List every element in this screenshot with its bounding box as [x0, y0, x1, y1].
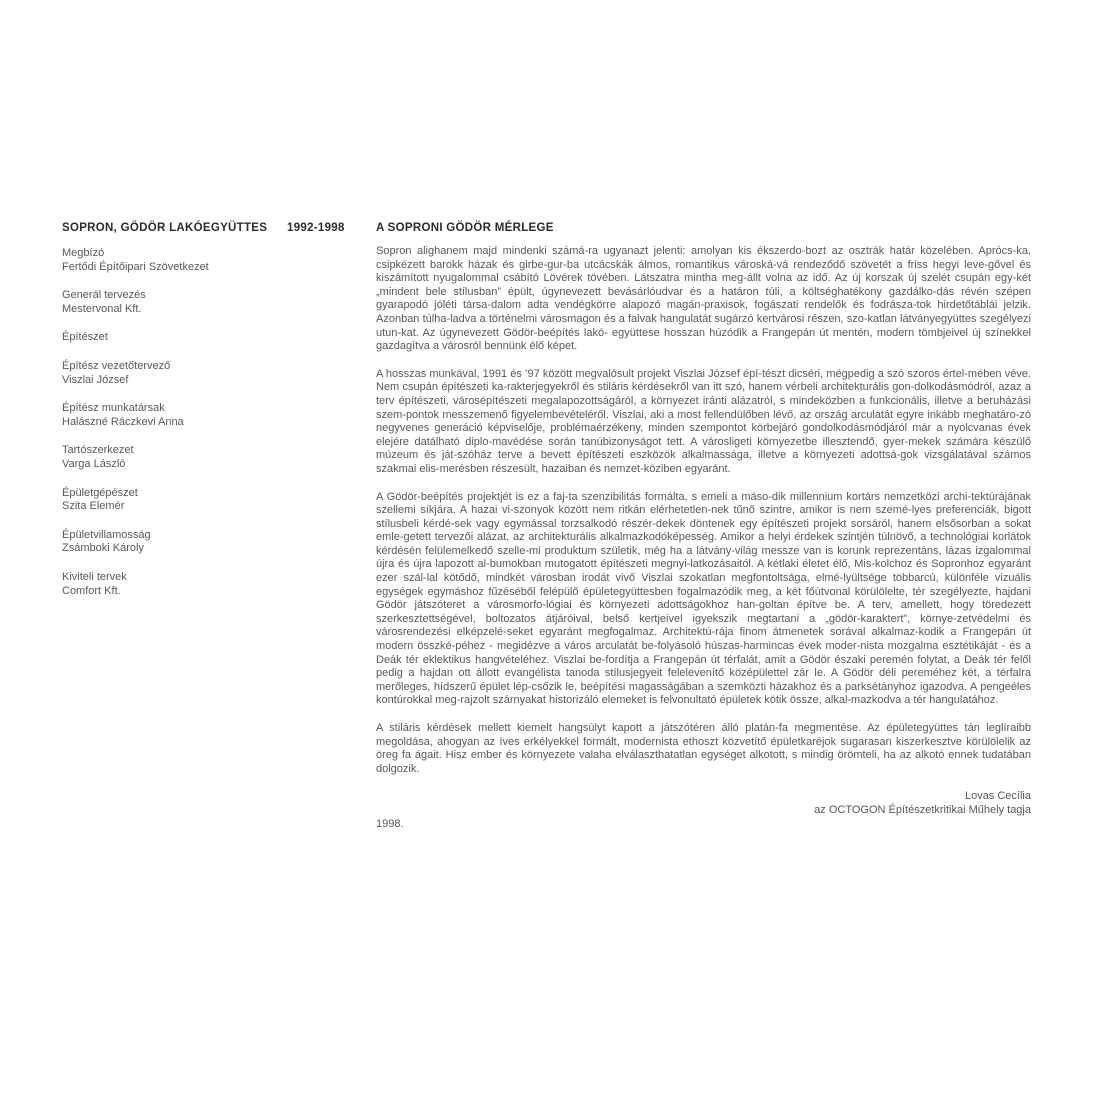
credit-item — [62, 529, 322, 556]
credit-name: Szita Elemér — [62, 500, 125, 513]
project-title: SOPRON, GÖDÖR LAKÓEGYÜTTES — [62, 222, 268, 234]
credit-role: Kiviteli tervek — [62, 570, 127, 583]
credit-item — [62, 487, 322, 514]
credit-item — [62, 571, 322, 598]
credit-item — [62, 444, 322, 471]
credit-name: Viszlai József — [62, 373, 129, 386]
article-paragraph: Sopron alighanem majd mindenki számá-ra ugyanazt jelenti: amolyan kis ékszerdo-bozt az osztrák határ közelében. Aprócs-ka, csipkézett barokk házak és girbe-gur-ba utcácskák álmos, romantikus városká-vá rendeződő szövetét a friss hegyi leve-gővel és kiszámított nyugalommal csábító Lövérek tövében. Látszatra mintha meg-állt volna az idő. Az új korszak új szelét csupán egy-két „mindent bele stílusban” épült, úgynevezett bevásárlóudvar és a határon túli, a költséghatékony gazdálko-dás révén szépen gyarapodó jóléti társa-dalom adta vendégkörre alapozó magán-praxisok, fogászati rendelők és fodrásza-tok hirdetőtáblái jelzik. Azonban túlha-ladva a történelmi városmagon és a falvak hangulatát sugárzó kertvárosi részen, szo-katlan látványegyüttes szegélyezi utun-kat. Az úgynevezett Gödör-beépítés lakó- együttese hosszan húzódik a Frangepán út mentén, modern tömbjeivel új színekkel gazdagítva a városról bennünk élő képet. — [376, 245, 1031, 353]
credit-item — [62, 331, 322, 345]
project-years: 1992-1998 — [287, 222, 345, 234]
credit-item — [62, 360, 322, 387]
credit-role: Megbízó — [62, 247, 105, 259]
credit-role: Generál tervezés — [62, 289, 146, 302]
credit-role: Építészet — [62, 331, 108, 344]
credit-item — [62, 402, 322, 429]
article-body — [376, 245, 1031, 776]
signature-block — [376, 790, 1031, 831]
credit-item — [62, 289, 322, 316]
credits-column — [62, 247, 322, 613]
credit-role: Tartószerkezet — [62, 444, 134, 457]
signature-affiliation: az OCTOGON Építészetkritikai Műhely tagja — [814, 803, 1031, 816]
credit-name: Comfort Kft. — [62, 584, 121, 597]
credit-name: Mestervonal Kft. — [62, 302, 142, 315]
credit-role: Építész munkatársak — [62, 402, 165, 415]
article-paragraph: A stiláris kérdések mellett kiemelt hangsúlyt kapott a játszótéren álló platán-fa megmentése. Az épületegyüttes tán leglíraibb megoldása, ahogyan az íves erkélyekkel formált, modernista ethoszt közvetítő épületkaréjok sugarasan kiszerkesztve körülölelik az öreg fa ágait. Hisz ember és környezete valaha elválaszthatatlan egységet alkotott, s mindig örömteli, ha az alkotó ennek tudatában dolgozik. — [376, 722, 1031, 775]
credit-name: Zsámboki Károly — [62, 542, 144, 555]
article-column — [376, 245, 1031, 831]
credit-name: Halászné Ráczkevi Anna — [62, 415, 184, 428]
credit-role: Építész vezetőtervező — [62, 359, 171, 372]
credit-name: Fertődi Építőipari Szövetkezet — [62, 260, 209, 273]
article-paragraph: A Gödör-beépítés projektjét is ez a faj-ta szenzibilitás formálta, s emeli a máso-dik millennium kortárs nemzetközi archi-tektúrájának szellemi síkjára. A hazai vi-szonyok között nem ritkán elérhetetlen-nek tűnő szintre, amikor is nem szemé-lyes preferenciák, bigott stílusbeli kérdé-sek vagy egymással torzsalkodó részér-dekek döntenek egy építészeti projekt sorsáról, hanem elsősorban a sokat emle-getett tervezői alázat, az architekturális alkalmazkodóképesség. Amikor a helyi érdekek szintjén túlnövő, a technológiai korlátok kérdésén felülemelkedő szelle-mi produktum születik, még ha a látvány-világ messze van is korunk reprezentáns, lázas izgalommal újra és újra lapozott al-bumokban mutogatott építészeti megnyi-latkozásaitól. A kétlaki életet élő, Mis-kolchoz és Sopronhoz egyaránt ezer szál-lal kötődő, mindkét városban irodát vivő Viszlai szokatlan megfontoltsága, elmé-lyültsége többarcú, különféle vizuális egységek egymáshoz fűzéséből felépülő épületegyüttesben fogalmazódik meg, a két főútvonal körülölelte, tér szegélyezte, hajdani Gödör játszóteret a városmorfo-lógiai és környezeti adottságokhoz han-goltan építve be. A terv, amellett, hogy töredezett szerkesztettségével, boltozatos átjáróival, belső kertjeivel igyekszik megtartani a „gödör-karaktert”, környe-zetvédelmi és városrendezési elképzelé-seket egyaránt megfogalmaz. Architektú-rája finom átmenetek sorával alkalmaz-kodik a Frangepán út modern összké-péhez - megidézve a város arculatát be-folyásoló húszas-harmincas évek moder-nista mozgalma esztétikáját - és a Deák tér eklektikus hangvételéhez. Viszlai be-fordítja a Frangepán út térfalát, amit a Gödör északi peremén folytat, a Deák tér felől pedig a hajdan ott állott evangélista tanoda stílusjegyeit felelevenítő középülettel zár le. A Gödör déli pereméhez két, a térfalra merőleges, hídszerű épület lép-csőzik le, beépítési magasságában a szemközti házakhoz és a parksétányhoz igazodva. A pengeéles kontúrokkal meg-rajzolt szárnyakat historizáló elemeket is felvonultató épületek kötik össze, alkal-mazkodva a tér hangulatához. — [376, 490, 1031, 707]
credit-role: Épületvillamosság — [62, 528, 151, 541]
article-paragraph: A hosszas munkával, 1991 és ’97 között megvalósult projekt Viszlai József épí-tészt dicséri, mégpedig a szó szoros értel-mében véve. Nem csupán építészeti ka-rakterjegyekről és stiláris kérdésekről van itt szó, hanem vérbeli architekturális gon-dolkodásmódról, azaz a terv építészeti, városépítészeti megalapozottságáról, a környezet iránti alázatról, s mindeközben a funkcionális, illetve a beruházási szem-pontok messzemenő figyelembevételéről. Viszlai, aki a most fellendülőben lévő, az ország arculatát egyre inkább meghatáro-zó negyvenes generáció képviselője, problémaérzékeny, minden szempontot körbejáró gondolkodásmódjáról már a nyolcvanas évek elejére datálható diplo-mavédése során tanúbizonyságot tett. A városligeti környezetbe illesztendő, gyer-mekek számára készülő múzeum és ját-szóház terve a bevett építészeti eszközök alkalmassága, illetve a környezeti adottsá-gok vizsgálatával számos szakmai elis-merésben részesült, hazaiban és nemzet-köziben egyaránt. — [376, 367, 1031, 475]
credit-item — [62, 247, 322, 274]
signature-author: Lovas Cecília — [964, 790, 1031, 803]
credit-role: Épületgépészet — [62, 486, 138, 499]
signature-year: 1998. — [376, 817, 404, 830]
credit-name: Varga László — [62, 457, 126, 470]
article-title: A SOPRONI GÖDÖR MÉRLEGE — [376, 222, 554, 234]
